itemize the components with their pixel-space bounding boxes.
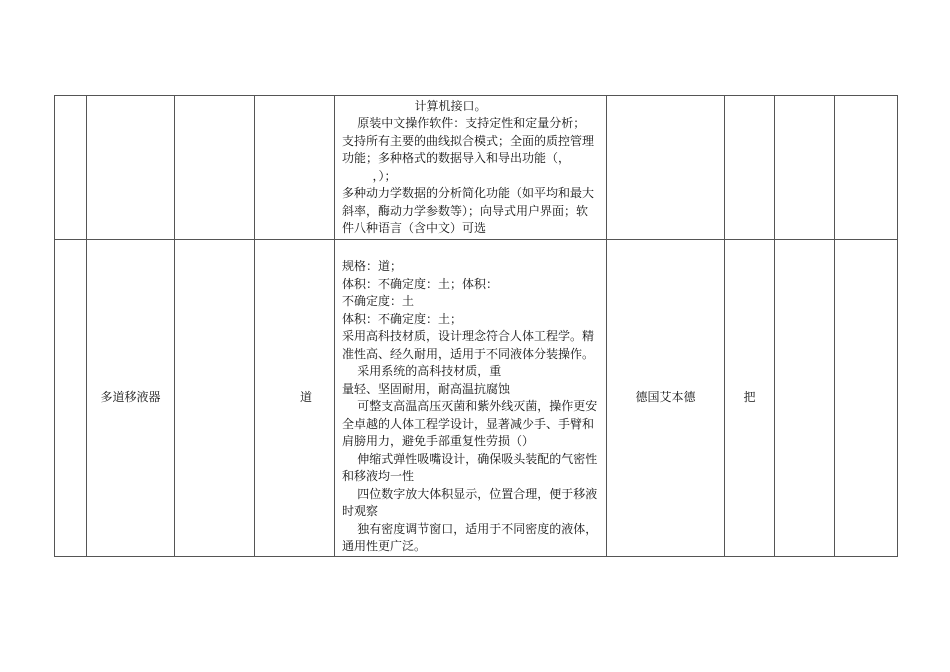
spec-cell [335,96,607,240]
spec-line: 采用系统的高科技材质，重 [342,364,502,379]
spec-line: 体积：不确定度：土； [342,311,463,326]
index-cell [55,240,87,557]
unit-cell: 道 [255,240,335,557]
spec-line: 独有密度调节窗口，适用于不同密度的液体， [342,521,598,536]
spec-line: 和移液均一性 [342,469,415,484]
spec-line: 体积：不确定度：土；体积： [342,276,499,291]
spec-line: 多种动力学数据的分析简化功能（如平均和最大 [342,186,595,200]
spec-line: 规格：道； [342,259,403,274]
spec-line: 伸缩式弹性吸嘴设计，确保吸头装配的气密性 [342,451,598,466]
spec-line: 可整支高温高压灭菌和紫外线灭菌，操作更安 [342,399,598,414]
spec-line: 原装中文操作软件：支持定性和定量分析； [342,116,586,130]
spec-line: 时观察 [342,504,379,519]
spec-line: 量轻、坚固耐用，耐高温抗腐蚀 [342,381,511,396]
item-name-cell: 多道移液器 [87,240,175,557]
measure-cell [725,96,775,240]
empty-cell [835,240,898,557]
spec-cell [335,240,607,557]
item-name-cell [87,96,175,240]
spec-line: 采用高科技材质，设计理念符合人体工程学。精 [342,329,595,344]
spec-line: 肩膀用力，避免手部重复性劳损（） [342,434,535,449]
empty-cell [775,240,835,557]
empty-cell [775,96,835,240]
spec-lines [342,240,602,556]
spec-lines [342,98,602,238]
empty-cell [175,240,255,557]
brand-cell [607,96,725,240]
spec-line: 四位数字放大体积显示，位置合理，便于移液 [342,486,598,501]
unit-cell [255,96,335,240]
table-row [55,240,898,557]
spec-line: 准性高、经久耐用，适用于不同液体分装操作。 [342,346,595,361]
spec-line: 件八种语言（含中文）可选 [342,221,487,235]
spec-line: 全卓越的人体工程学设计，显著减少手、手臂和 [342,416,595,431]
spec-line: 斜率，酶动力学参数等）；向导式用户界面；软 [342,203,589,218]
spec-line: 通用性更广泛。 [342,539,427,554]
specification-table [54,95,898,557]
spec-line: 计算机接口。 [342,98,487,113]
index-cell [55,96,87,240]
table-row [55,96,898,240]
spec-line: 支持所有主要的曲线拟合模式；全面的质控管理 [342,133,595,148]
spec-line: ，）； [342,168,397,183]
spec-line: 功能；多种格式的数据导入和导出功能（， [342,151,571,165]
measure-cell: 把 [725,240,775,557]
empty-cell [175,96,255,240]
empty-cell [835,96,898,240]
spec-line: 不确定度：土 [342,294,415,309]
brand-cell: 德国艾本德 [607,240,725,557]
